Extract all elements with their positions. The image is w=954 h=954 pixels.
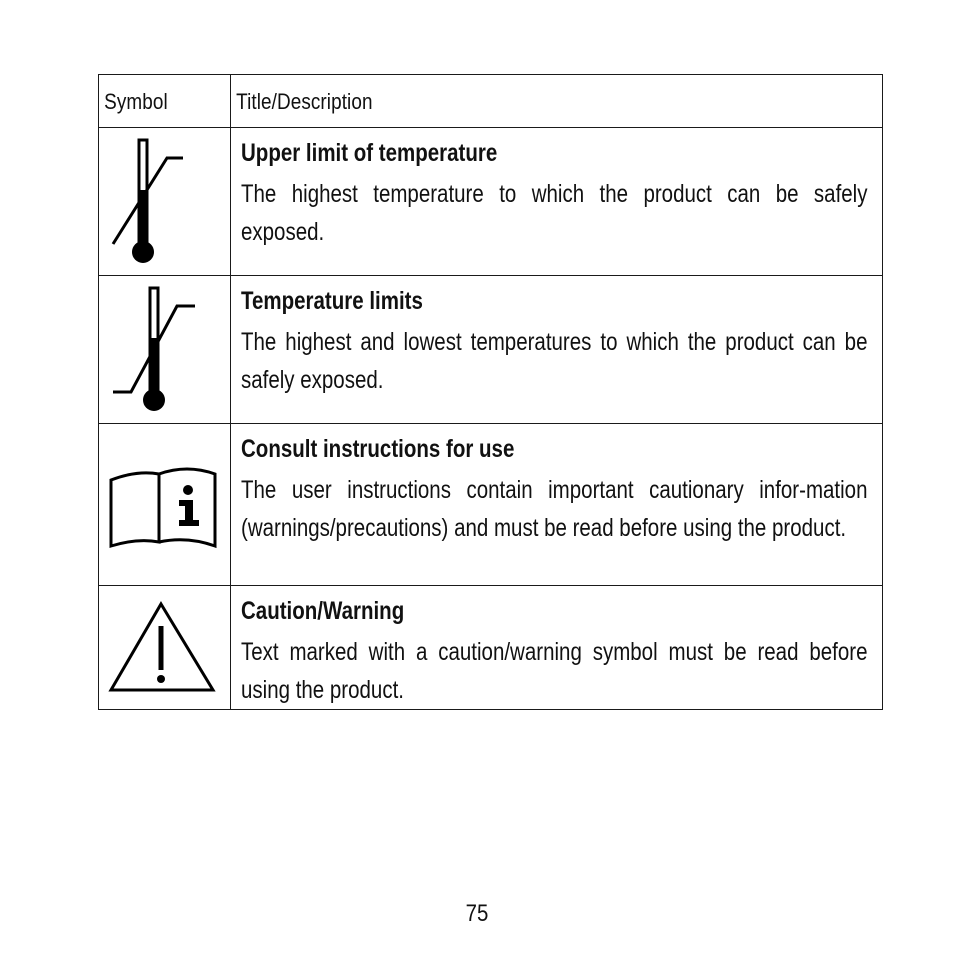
table-row bbox=[99, 424, 883, 586]
page-number: 75 bbox=[465, 900, 489, 927]
item-description: The user instructions contain important cautionary infor-mation (warnings/precautions) and must be read before using the product. bbox=[241, 476, 868, 542]
thermometer-upper-limit-icon bbox=[99, 128, 231, 275]
item-description: The highest and lowest temperatures to which the product can be safely exposed. bbox=[241, 328, 868, 394]
item-title: Upper limit of temperature bbox=[241, 139, 498, 167]
description-column-header bbox=[231, 75, 883, 128]
symbol-cell bbox=[99, 424, 231, 586]
thermometer-temperature-limits-icon bbox=[99, 276, 231, 423]
description-cell bbox=[231, 276, 883, 424]
symbol-cell bbox=[99, 128, 231, 276]
item-description: Text marked with a caution/warning symbol must be read before using the product. bbox=[241, 638, 868, 704]
description-cell bbox=[231, 128, 883, 276]
description-cell bbox=[231, 424, 883, 586]
symbol-cell bbox=[99, 276, 231, 424]
symbols-table bbox=[98, 74, 883, 710]
item-title: Caution/Warning bbox=[241, 597, 405, 625]
book-info-icon bbox=[99, 424, 231, 585]
item-title: Consult instructions for use bbox=[241, 435, 515, 463]
description-cell bbox=[231, 586, 883, 710]
table-row bbox=[99, 276, 883, 424]
item-description: The highest temperature to which the product can be safely exposed. bbox=[241, 180, 868, 246]
table-row bbox=[99, 586, 883, 710]
warning-triangle-icon bbox=[99, 586, 231, 709]
symbol-column-header bbox=[99, 75, 231, 128]
item-title: Temperature limits bbox=[241, 287, 423, 315]
description-header-label: Title/Description bbox=[236, 89, 373, 114]
symbol-cell bbox=[99, 586, 231, 710]
table-row bbox=[99, 128, 883, 276]
symbol-header-label: Symbol bbox=[104, 89, 168, 114]
table-header-row bbox=[99, 75, 883, 128]
